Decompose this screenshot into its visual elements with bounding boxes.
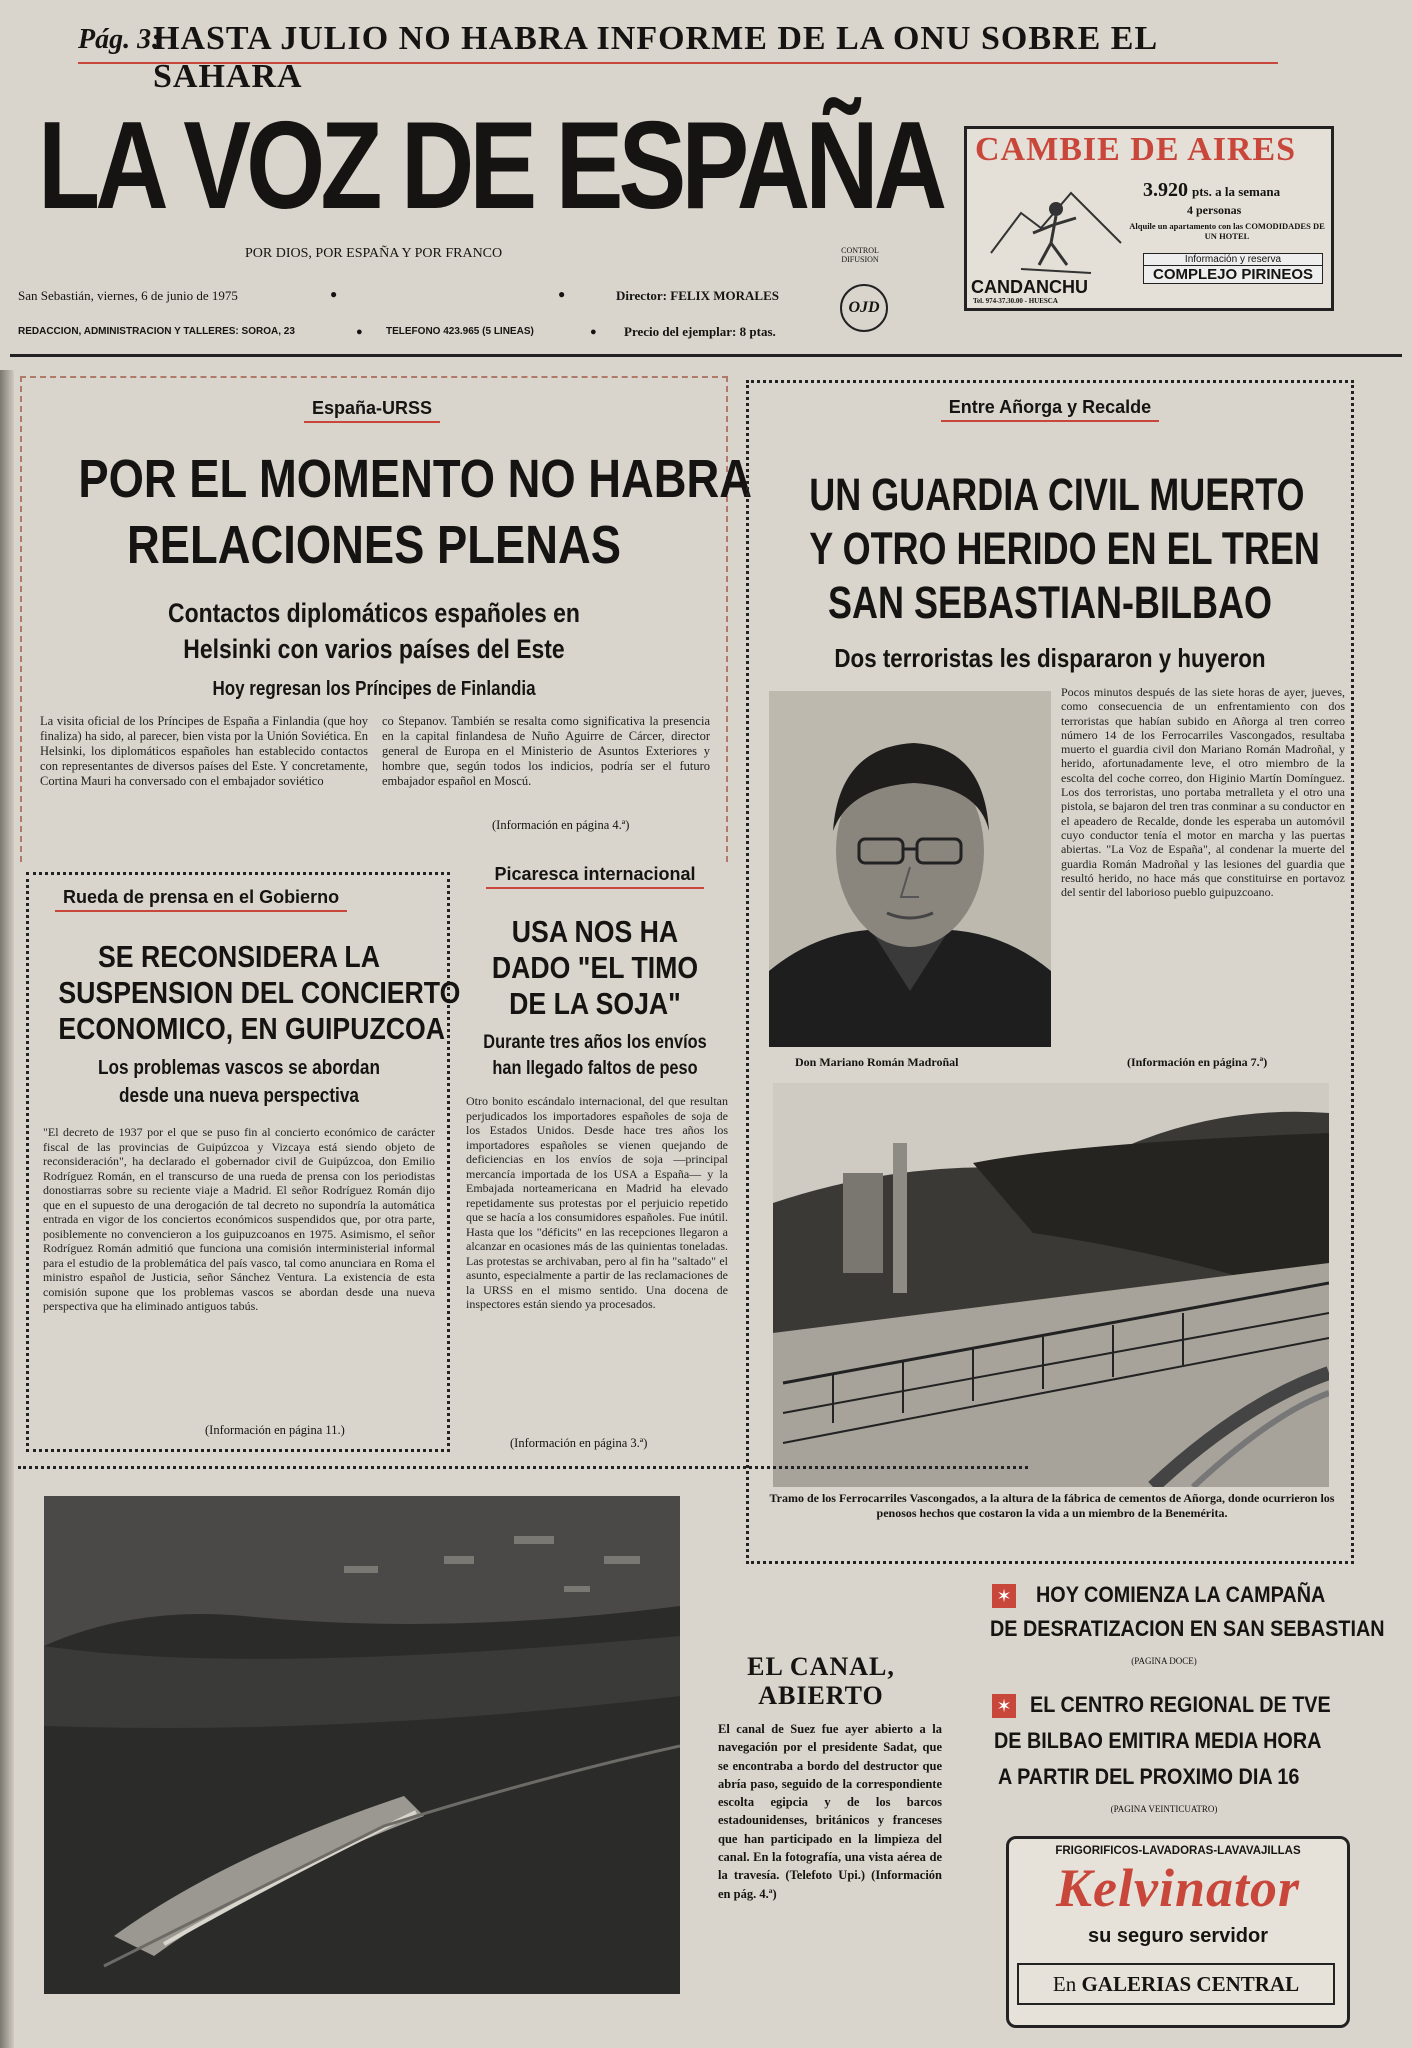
- ad-candanchu-title: CAMBIE DE AIRES: [975, 131, 1297, 168]
- guardia-ref: (Información en página 7.ª): [1127, 1055, 1268, 1069]
- canal-headline-1: EL CANAL,: [747, 1652, 895, 1681]
- canal-headline: [706, 1652, 936, 1710]
- concierto-story: [26, 872, 461, 1452]
- guardia-headline-2: Y OTRO HERIDO EN EL TREN: [809, 523, 1320, 574]
- brief-2-page: (PAGINA VEINTICUATRO): [1110, 1804, 1218, 1814]
- brief-1-page: (PAGINA DOCE): [1131, 1656, 1197, 1666]
- masthead-director: Director: FELIX MORALES: [616, 288, 779, 303]
- canal-headline-2: ABIERTO: [758, 1681, 884, 1710]
- concierto-headline-3: ECONOMICO, EN GUIPUZCOA: [58, 1011, 445, 1046]
- page-edge: [0, 370, 14, 2048]
- urss-kicker: España-URSS: [304, 398, 440, 423]
- guardia-kicker: Entre Añorga y Recalde: [941, 397, 1159, 422]
- brief-2-line-3: A PARTIR DEL PROXIMO DIA 16: [998, 1764, 1300, 1789]
- ad-candanchu-price-unit: pts. a la semana: [1192, 184, 1281, 199]
- masthead-title: LA VOZ DE ESPAÑA: [38, 97, 943, 235]
- ad-candanchu-persons: 4 personas: [1187, 203, 1242, 217]
- brief-2-star-icon: ✶: [992, 1694, 1016, 1718]
- concierto-deck-2: desde una nueva perspectiva: [119, 1085, 359, 1107]
- brief-1: [984, 1580, 1385, 1674]
- soja-deck-1: Durante tres años los envíos: [483, 1032, 707, 1053]
- concierto-kicker: Rueda de prensa en el Gobierno: [55, 887, 347, 912]
- ojd-logo: [840, 284, 888, 332]
- guardia-body: Pocos minutos después de las siete horas de ayer, jueves, como consecuencia de un enfrentamiento con dos terroristas que habían subido en Añorga al tren correo número 14 de los Ferrocarriles Vascongados, resultaba muerto el guardia civil don Mariano Román Madroñal, y herido, afortunadamente leve, el otro miembro de la escolta del coche correo, don Higinio Martín Domínguez. Los dos terroristas, uno portaba metralleta y el otro una pistola, se bajaron del tren tras conminar a su conductor en el apeadero de Recalde, donde les esperaba un automóvil cuyo conductor tenía el motor en marcha y las puertas abiertas. "La Voz de España", al condenar la muerte del guardia Román Madroñal y las lesiones del guardia que resultó herido, no hace más que constituirse en portavoz del sentir del laborioso pueblo guipuzcoano.: [1061, 685, 1345, 900]
- concierto-body: "El decreto de 1937 por el que se puso fin al concierto económico de carácter fiscal de las provincias de Guipúzcoa y Vizcaya está siendo objeto de reconsideración", ha declarado el gobernador civil de Guipúzcoa, don Emilio Rodríguez Román, en el transcurso de una rueda de prensa con los periodistas donostiarras sobre su reciente viaje a Madrid. El señor Rodríguez Román dijo que en el supuesto de una derogación de tal decreto no supondría la automática entrada en vigor de los conciertos económicos suspendidos que, por otra parte, posiblemente no convencieron a los guipuzcoanos en 1975. Asimismo, el señor Rodríguez Román admitió que funciona una comisión interministerial informal para el estudio de la problemática del país vasco, tal como anunciara en Roma el ministro español de Justicia, señor Sánchez Ventura. La existencia de esta comisión supone que los problemas vascos se abordan desde una nueva perspectiva que ha eliminado antiguos tabús.: [43, 1125, 435, 1313]
- top-teaser-page: Pág. 3:: [78, 24, 161, 55]
- ad-candanchu: [964, 126, 1334, 311]
- soja-headline-2: DADO "EL TIMO: [491, 950, 699, 985]
- soja-body: Otro bonito escándalo internacional, del que resultan perjudicados los importadores españoles de soja de los Estados Unidos. Desde hace tres años los importadores españoles se vienen quejando de deficiencias en los envíos de soja —principal mercancía importada de los USA a España— y la Embajada norteamericana en Madrid ha elevado repetidamente sus protestas por el perjuicio repetido que se hacía a los consumidores españoles. Fue inútil. Hasta que los "déficits" en las recepciones llegaron a alcanzar en ocasiones más de las quinientas toneladas. Las protestas se archivaban, pero al fin ha "saltado" el asunto, especialmente a partir de las reclamaciones de la URSS en el mismo sentido. Una docena de inspectores están siendo ya procesados.: [466, 1094, 728, 1311]
- brief-1-line-2: DE DESRATIZACION EN SAN SEBASTIAN: [990, 1616, 1385, 1641]
- guardia-headline-1: UN GUARDIA CIVIL MUERTO: [809, 469, 1305, 520]
- urss-ref: (Información en página 4.ª): [492, 818, 630, 832]
- guardia-story: [746, 380, 1354, 1564]
- concierto-headline-2: SUSPENSION DEL CONCIERTO: [58, 975, 461, 1010]
- ad-candanchu-brand: CANDANCHU: [971, 277, 1088, 297]
- urss-deck-1: Contactos diplomáticos españoles en: [168, 598, 580, 628]
- urss-headline-2: RELACIONES PLENAS: [127, 515, 621, 575]
- masthead-bullet-4: ●: [590, 326, 597, 338]
- brief-2-line-1: EL CENTRO REGIONAL DE TVE: [1030, 1692, 1331, 1717]
- ad-kelvinator-store-box: [1017, 1963, 1335, 2005]
- ad-candanchu-phone: Tel. 974-37.30.00 - HUESCA: [973, 297, 1058, 305]
- urss-headline-1: POR EL MOMENTO NO HABRA: [78, 449, 753, 509]
- ad-kelvinator: [1006, 1836, 1350, 2028]
- urss-story: [20, 376, 753, 862]
- railway-caption: Tramo de los Ferrocarriles Vascongados, a la altura de la fábrica de cementos de Añorga, donde ocurrieron los penosos hechos que costaron la vida a un miembro de la Benemérita.: [769, 1491, 1335, 1520]
- soja-story: [452, 856, 738, 1456]
- ad-candanchu-info-box: [1143, 253, 1323, 284]
- urss-col-1: La visita oficial de los Príncipes de España a Finlandia (que hoy finaliza) ha sido, al parecer, bien vista por la Unión Soviética. En Helsinki, los diplomáticos españoles han establecido contactos con representantes de diversos países del Este. Y concretamente, Cortina Mauri ha conversado con el embajador soviético: [40, 714, 368, 788]
- ad-kelvinator-brand: Kelvinator: [1055, 1858, 1300, 1918]
- masthead-phone: TELEFONO 423.965 (5 LINEAS): [386, 326, 534, 337]
- masthead-control: CONTROL DIFUSION: [841, 246, 879, 264]
- soja-headline-1: USA NOS HA: [511, 914, 679, 949]
- ad-kelvinator-top: FRIGORIFICOS-LAVADORAS-LAVAVAJILLAS: [1055, 1845, 1301, 1857]
- masthead-motto: POR DIOS, POR ESPAÑA Y POR FRANCO: [245, 246, 503, 261]
- masthead-price: Precio del ejemplar: 8 ptas.: [624, 324, 776, 339]
- railway-photo: [773, 1083, 1329, 1487]
- concierto-headline-1: SE RECONSIDERA LA: [98, 939, 380, 974]
- canal-body: El canal de Suez fue ayer abierto a la navegación por el presidente Sadat, que se encontraba a bordo del destructor que abría paso, seguido de la correspondiente escolta egipcia y de los barcos estadounidenses, británicos y franceses que han participado en la limpieza del canal. En la fotografía, una vista aérea de la travesía. (Telefoto Upi.) (Información en pág. 4.ª): [718, 1722, 942, 1901]
- urss-col-2: co Stepanov. También se resalta como significativa la presencia en la capital finlandesa de Nuño Aguirre de Cárcer, director general de Europa en el Ministerio de Asuntos Exteriores y hombre que, según todos los indicios, podría ser el futuro embajador español en Moscú.: [382, 714, 710, 788]
- masthead-rule: [10, 354, 1402, 357]
- top-teaser: [78, 20, 1278, 95]
- brief-1-line-1: HOY COMIENZA LA CAMPAÑA: [1036, 1582, 1326, 1607]
- soja-headline-3: DE LA SOJA": [509, 986, 681, 1021]
- portrait-photo: [769, 691, 1051, 1047]
- brief-2: [984, 1690, 1354, 1824]
- concierto-deck-1: Los problemas vascos se abordan: [98, 1057, 380, 1079]
- ad-candanchu-price-value: 3.920: [1143, 179, 1188, 201]
- ad-kelvinator-store: GALERIAS CENTRAL: [1081, 1972, 1300, 1996]
- concierto-ref: (Información en página 11.): [205, 1423, 345, 1437]
- masthead-bullet-2: ●: [558, 287, 566, 301]
- masthead-bullet-1: ●: [330, 287, 338, 301]
- guardia-deck: Dos terroristas les dispararon y huyeron: [834, 643, 1266, 673]
- ad-candanchu-offer: Alquile un apartamento con las COMODIDADES DE UN HOTEL: [1129, 221, 1325, 241]
- soja-ref: (Información en página 3.ª): [510, 1436, 648, 1450]
- ad-candanchu-info: Información y reserva: [1144, 254, 1322, 266]
- skier-illustration-icon: [981, 173, 1131, 279]
- brief-1-star-icon: ✶: [992, 1584, 1016, 1608]
- masthead-address: REDACCION, ADMINISTRACION Y TALLERES: SOROA, 23: [18, 326, 295, 337]
- brief-2-line-2: DE BILBAO EMITIRA MEDIA HORA: [994, 1728, 1322, 1753]
- urss-deck-3: Hoy regresan los Príncipes de Finlandia: [212, 678, 536, 700]
- urss-deck-2: Helsinki con varios países del Este: [183, 634, 565, 664]
- suez-photo: [44, 1496, 680, 1994]
- guardia-headline-3: SAN SEBASTIAN-BILBAO: [827, 577, 1272, 628]
- soja-kicker: Picaresca internacional: [486, 864, 703, 889]
- ojd-text: OJD: [848, 299, 880, 316]
- ad-kelvinator-store-prefix: En: [1052, 1972, 1077, 1996]
- portrait-caption: Don Mariano Román Madroñal: [795, 1055, 959, 1069]
- top-teaser-headline: HASTA JULIO NO HABRA INFORME DE LA ONU SOBRE EL SAHARA: [153, 20, 1157, 95]
- soja-deck-2: han llegado faltos de peso: [492, 1058, 698, 1079]
- masthead-date: San Sebastián, viernes, 6 de junio de 1975: [18, 288, 238, 303]
- ad-kelvinator-slogan: su seguro servidor: [1087, 1925, 1269, 1947]
- masthead-bullet-3: ●: [356, 326, 363, 338]
- ad-candanchu-price: [1143, 179, 1280, 202]
- ad-candanchu-complex: COMPLEJO PIRINEOS: [1152, 266, 1314, 283]
